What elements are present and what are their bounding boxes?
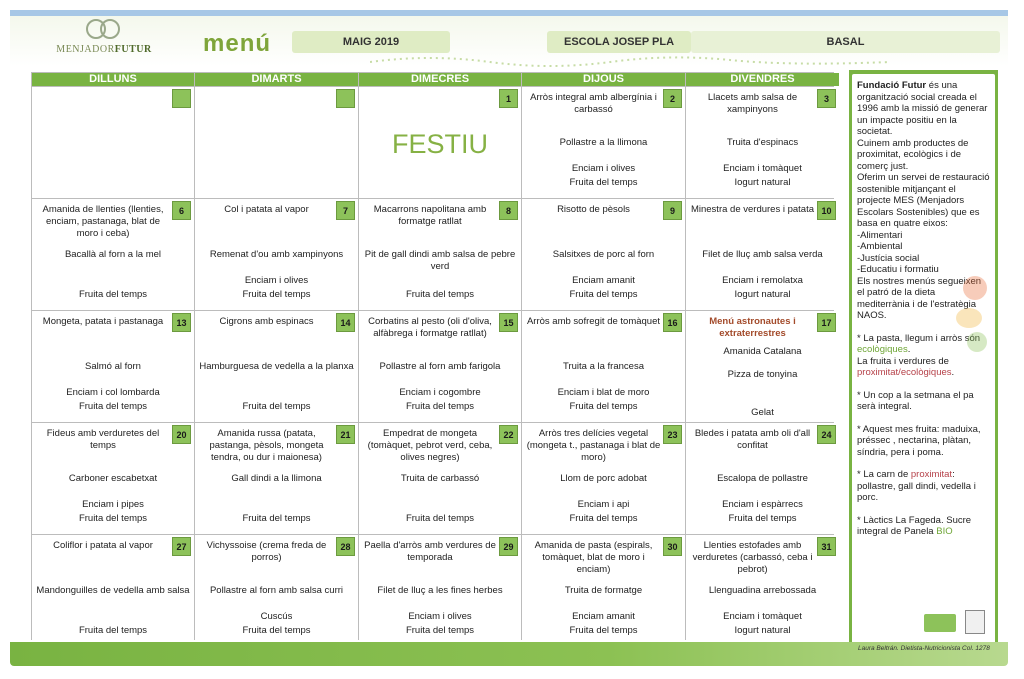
author-credit: Laura Beltrán. Dietista-Nutricionista Col. 1278 bbox=[858, 645, 990, 652]
day-number: 20 bbox=[172, 425, 191, 444]
day-cell bbox=[359, 423, 521, 534]
main-course: Pizza de tonyina bbox=[727, 369, 798, 380]
dessert: Iogurt natural bbox=[734, 289, 791, 300]
day-number: 3 bbox=[817, 89, 836, 108]
first-course: Amanida Catalana bbox=[723, 346, 802, 357]
day-cell bbox=[195, 535, 358, 646]
main-course: Pollastre al forn amb farigola bbox=[379, 361, 501, 372]
first-course: Empedrat de mongeta (tomàquet, pebrot verd, ceba, olives negres) bbox=[367, 428, 493, 463]
dessert: Fruita del temps bbox=[405, 625, 475, 636]
day-cell bbox=[686, 423, 839, 534]
main-course: Hamburguesa de vedella a la planxa bbox=[199, 361, 354, 372]
day-cell bbox=[32, 423, 194, 534]
main-course: Truita a la francesa bbox=[563, 361, 644, 372]
day-number: 8 bbox=[499, 201, 518, 220]
logo bbox=[48, 16, 160, 60]
first-course: Col i patata al vapor bbox=[224, 204, 309, 215]
dessert: Iogurt natural bbox=[734, 625, 791, 636]
day-number bbox=[172, 89, 191, 108]
day-cell bbox=[195, 423, 358, 534]
note-fruit-month: * Aquest mes fruita: maduixa, préssec , nectarina, plàtan, síndria, pera i poma. bbox=[857, 423, 981, 458]
first-course: Arròs amb sofregit de tomàquet bbox=[526, 316, 661, 327]
side-dish: Enciam amanit bbox=[572, 275, 635, 286]
school-label: ESCOLA JOSEP PLA bbox=[547, 31, 691, 53]
day-cell bbox=[32, 311, 194, 422]
day-cell bbox=[359, 87, 521, 198]
dessert: Fruita del temps bbox=[242, 625, 311, 636]
dessert: Fruita del temps bbox=[78, 513, 148, 524]
day-header: DILLUNS bbox=[32, 73, 194, 86]
note-pasta: * La pasta, llegum i arròs són ecològiques. bbox=[857, 332, 981, 355]
day-number: 14 bbox=[336, 313, 355, 332]
note-fruit-veg: La fruita i verdures de proximitat/ecològiques. bbox=[857, 355, 955, 378]
day-cell bbox=[686, 199, 839, 310]
info-sidebar bbox=[849, 70, 998, 652]
main-course: Filet de lluç amb salsa verda bbox=[702, 249, 823, 260]
side-dish: Enciam i espàrrecs bbox=[722, 499, 803, 510]
note-dairy: * Làctics La Fageda. Sucre integral de Panela BIO bbox=[857, 514, 972, 537]
first-course: Bledes i patata amb oli d'all confitat bbox=[694, 428, 811, 451]
day-cell bbox=[32, 535, 194, 646]
day-number: 30 bbox=[663, 537, 682, 556]
day-number: 23 bbox=[663, 425, 682, 444]
dessert: Fruita del temps bbox=[405, 401, 475, 412]
day-number: 27 bbox=[172, 537, 191, 556]
day-cell bbox=[32, 87, 194, 198]
day-number: 31 bbox=[817, 537, 836, 556]
first-course: Arròs tres delícies vegetal (mongeta t., pastanaga i blat de moro) bbox=[526, 428, 661, 463]
main-course: Truita de carbassó bbox=[400, 473, 480, 484]
main-course: Pit de gall dindi amb salsa de pebre verd bbox=[364, 249, 516, 272]
day-number: 13 bbox=[172, 313, 191, 332]
main-course: Salmó al forn bbox=[85, 361, 141, 372]
dessert: Fruita del temps bbox=[405, 289, 475, 300]
day-number: 6 bbox=[172, 201, 191, 220]
day-number: 10 bbox=[817, 201, 836, 220]
side-dish: Cuscús bbox=[260, 611, 293, 622]
first-course: Paella d'arròs amb verdures de temporada bbox=[364, 540, 496, 563]
info-panel bbox=[852, 74, 995, 648]
day-cell bbox=[522, 423, 685, 534]
side-dish: Enciam i api bbox=[577, 499, 630, 510]
day-cell bbox=[359, 311, 521, 422]
main-course: Mandonguilles de vedella amb salsa bbox=[36, 585, 190, 596]
logo-text: MENJADORFUTUR bbox=[56, 44, 152, 55]
day-number: 9 bbox=[663, 201, 682, 220]
day-number: 28 bbox=[336, 537, 355, 556]
first-course: Risotto de pèsols bbox=[557, 204, 630, 215]
month-label: MAIG 2019 bbox=[292, 31, 450, 53]
dessert: Fruita del temps bbox=[569, 177, 638, 188]
dessert: Gelat bbox=[751, 407, 774, 418]
axis-item: -Alimentari bbox=[857, 229, 903, 241]
first-course: Macarrons napolitana amb formatge ratllat bbox=[373, 204, 487, 227]
main-course: Truita d'espinacs bbox=[726, 137, 799, 148]
day-number: 29 bbox=[499, 537, 518, 556]
main-course: Remenat d'ou amb xampinyons bbox=[209, 249, 344, 260]
day-number: 15 bbox=[499, 313, 518, 332]
main-course: Truita de formatge bbox=[564, 585, 643, 596]
eu-organic-logo-icon bbox=[924, 614, 956, 632]
first-course: Coliflor i patata al vapor bbox=[53, 540, 153, 551]
main-course: Pollastre a la llimona bbox=[559, 137, 648, 148]
dessert: Fruita del temps bbox=[242, 401, 311, 412]
first-course: Corbatins al pesto (oli d'oliva, alfàbrega i formatge ratllat) bbox=[368, 316, 492, 339]
axis-item: -Educatiu i formatiu bbox=[857, 264, 939, 275]
side-dish: Enciam i olives bbox=[244, 275, 309, 286]
day-header: DIJOUS bbox=[522, 73, 685, 86]
day-number bbox=[336, 89, 355, 108]
side-dish: Enciam i col lombarda bbox=[66, 387, 160, 398]
special-menu-label: Menú astronautes i extraterrestres bbox=[709, 316, 796, 339]
side-dish: Enciam i blat de moro bbox=[557, 387, 650, 398]
first-course: Vichyssoise (crema freda de porros) bbox=[206, 540, 327, 563]
day-cell bbox=[686, 87, 839, 198]
first-course: Amanida de pasta (espirals, tomàquet, blat de moro i enciam) bbox=[534, 540, 653, 575]
first-course: Amanida russa (patata, pastanga, pèsols, mongeta tendra, ou dur i maionesa) bbox=[209, 428, 324, 463]
dessert: Fruita del temps bbox=[569, 625, 638, 636]
dessert: Fruita del temps bbox=[569, 289, 638, 300]
day-cell bbox=[522, 535, 685, 646]
dessert: Fruita del temps bbox=[405, 513, 475, 524]
menu-type-label: BASAL bbox=[691, 31, 1000, 53]
side-dish: Enciam i olives bbox=[408, 611, 472, 622]
dessert: Iogurt natural bbox=[734, 177, 791, 188]
dessert: Fruita del temps bbox=[569, 513, 638, 524]
diet-text: Els nostres menús segueixen el patró de la dieta mediterrània i de l'estratègia NAOS. bbox=[857, 275, 982, 321]
day-number: 16 bbox=[663, 313, 682, 332]
day-number: 2 bbox=[663, 89, 682, 108]
day-cell bbox=[359, 199, 521, 310]
main-course: Escalopa de pollastre bbox=[717, 473, 808, 484]
main-course: Carboner escabetxat bbox=[68, 473, 158, 484]
day-header: DIMARTS bbox=[195, 73, 358, 86]
products-text: Cuinem amb productes de proximitat, ecològics i de comerç just. bbox=[857, 137, 969, 172]
certification-stamp-icon bbox=[965, 610, 985, 634]
day-number: 1 bbox=[499, 89, 518, 108]
day-header: DIMECRES bbox=[359, 73, 521, 86]
side-dish: Enciam i remolatxa bbox=[722, 275, 803, 286]
menu-title: menú bbox=[203, 30, 272, 57]
main-course: Bacallà al forn a la mel bbox=[64, 249, 162, 260]
note-meat: * La carn de proximitat: pollastre, gall dindi, vedella i porc. bbox=[857, 469, 976, 503]
day-cell bbox=[522, 311, 685, 422]
first-course: Minestra de verdures i patata bbox=[690, 204, 815, 215]
day-cell bbox=[686, 535, 839, 646]
dessert: Fruita del temps bbox=[78, 401, 148, 412]
axis-item: -Ambiental bbox=[857, 241, 903, 252]
first-course: Amanida de llenties (llenties, enciam, pastanaga, blat de moro i ceba) bbox=[42, 204, 164, 239]
dessert: Fruita del temps bbox=[78, 625, 148, 636]
first-course: Arròs integral amb albergínia i carbassó bbox=[530, 92, 657, 115]
side-dish: Enciam i pipes bbox=[82, 499, 144, 510]
first-course: Llacets amb salsa de xampinyons bbox=[707, 92, 798, 115]
main-course: Llom de porc adobat bbox=[560, 473, 647, 484]
day-number: 7 bbox=[336, 201, 355, 220]
main-course: Filet de lluç a les fines herbes bbox=[377, 585, 503, 596]
side-dish: Enciam i olives bbox=[571, 163, 636, 174]
day-cell bbox=[522, 87, 685, 198]
day-number: 21 bbox=[336, 425, 355, 444]
day-cell bbox=[32, 199, 194, 310]
day-cell bbox=[522, 199, 685, 310]
side-dish: Enciam amanit bbox=[572, 611, 635, 622]
side-dish: Enciam i tomàquet bbox=[723, 611, 802, 622]
side-dish: Enciam i cogombre bbox=[399, 387, 481, 398]
intro-paragraph: Fundació Futur és una organització social creada el 1996 amb la missió de generar un impacte positiu en la societat. bbox=[857, 80, 988, 137]
fruit-illustration-icon bbox=[953, 274, 991, 354]
logo-rings-icon bbox=[78, 18, 130, 40]
holiday-label: FESTIU bbox=[391, 129, 488, 159]
day-number: 22 bbox=[499, 425, 518, 444]
main-course: Pollastre al forn amb salsa curri bbox=[209, 585, 344, 596]
day-header: DIVENDRES bbox=[686, 73, 839, 86]
dessert: Fruita del temps bbox=[569, 401, 638, 412]
first-course: Llenties estofades amb verduretes (carbassó, ceba i pebrot) bbox=[692, 540, 813, 575]
dessert: Fruita del temps bbox=[242, 513, 311, 524]
main-course: Llenguadina arrebossada bbox=[708, 585, 817, 596]
decorative-dots bbox=[370, 54, 890, 68]
first-course: Mongeta, patata i pastanaga bbox=[42, 316, 164, 327]
first-course: Fideus amb verduretes del temps bbox=[46, 428, 160, 451]
day-cell bbox=[359, 535, 521, 646]
dessert: Fruita del temps bbox=[78, 289, 148, 300]
dessert: Fruita del temps bbox=[242, 289, 311, 300]
side-dish: Enciam i tomàquet bbox=[723, 163, 802, 174]
note-bread: * Un cop a la setmana el pa serà integral. bbox=[857, 389, 974, 412]
main-course: Salsitxes de porc al forn bbox=[552, 249, 655, 260]
main-course: Gall dindi a la llimona bbox=[231, 473, 322, 484]
day-number: 17 bbox=[817, 313, 836, 332]
dessert: Fruita del temps bbox=[728, 513, 797, 524]
day-cell bbox=[195, 199, 358, 310]
day-cell bbox=[195, 311, 358, 422]
service-text: Oferim un servei de restauració sostenible mitjançant el projecte MES (Menjadors Escolars Sostenibles) que es basa en quatre eixos: bbox=[857, 172, 990, 229]
day-number: 24 bbox=[817, 425, 836, 444]
day-cell bbox=[195, 87, 358, 198]
menu-calendar bbox=[31, 72, 834, 640]
first-course: Cigrons amb espinacs bbox=[219, 316, 314, 327]
day-cell bbox=[686, 311, 839, 422]
axis-item: -Justícia social bbox=[857, 252, 920, 264]
